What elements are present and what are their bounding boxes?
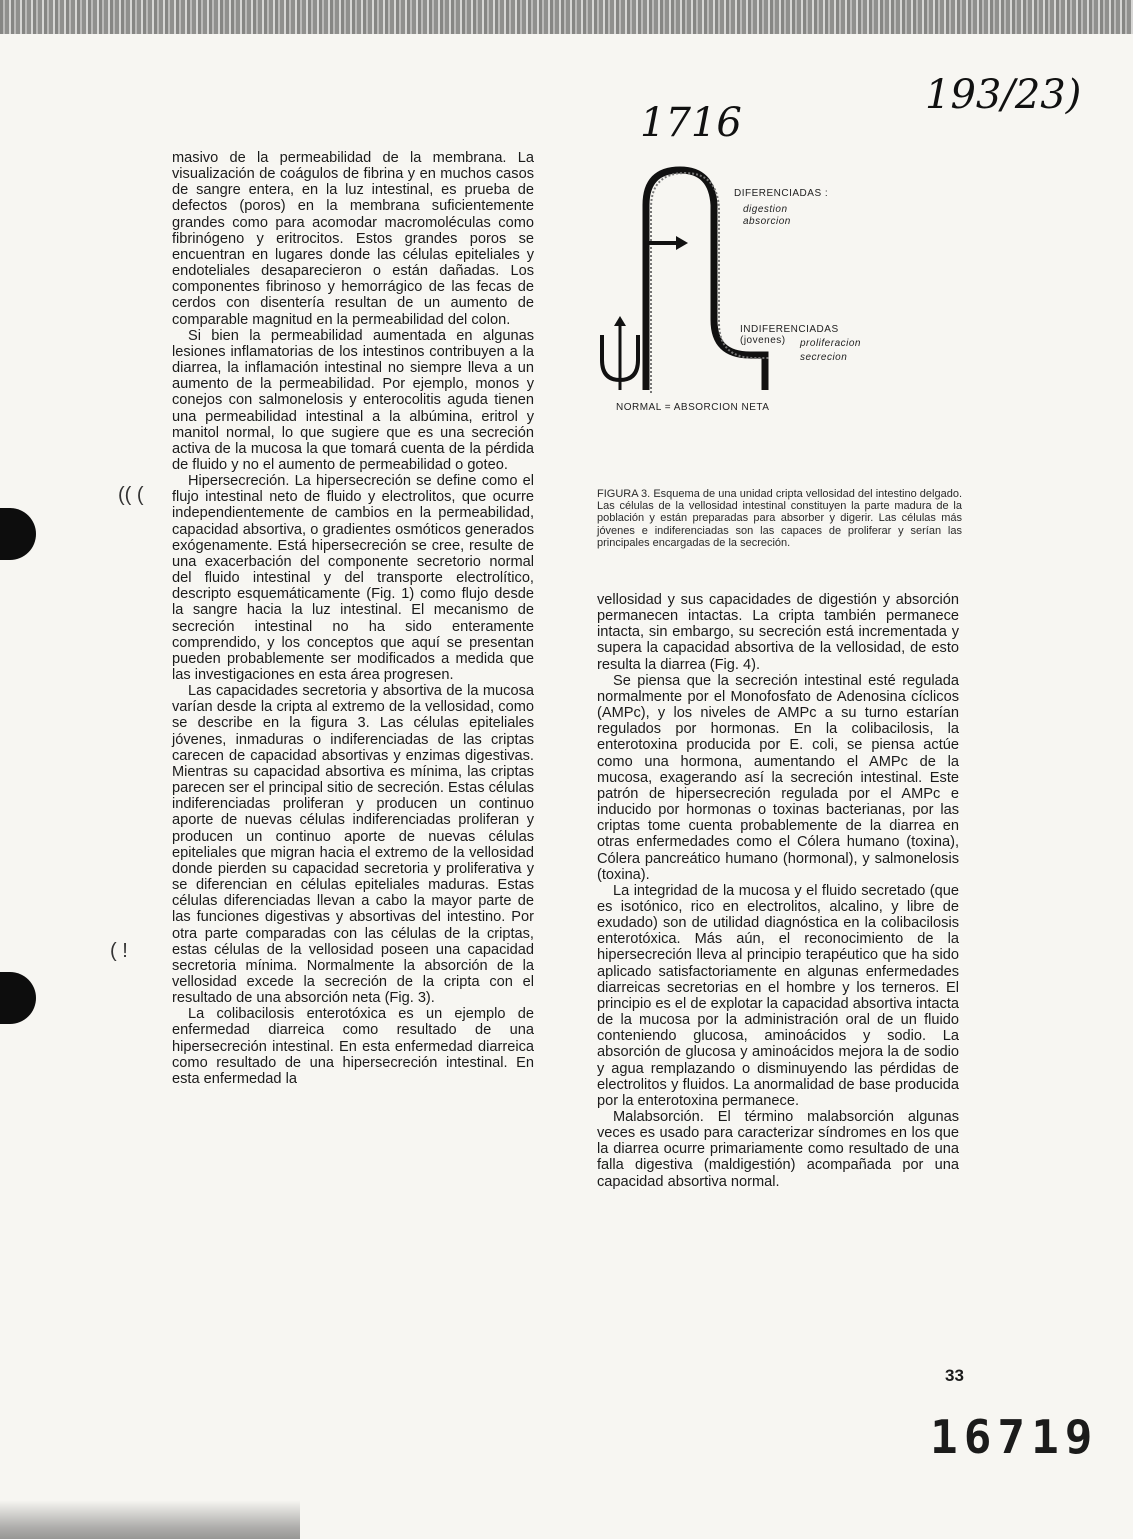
figure-label-undifferentiated: INDIFERENCIADAS (jovenes) — [740, 324, 839, 346]
paragraph: Si bien la permeabilidad aumentada en algunas lesiones inflamatorias de los intestinos contribuyen a la diarrea, la inflamación intestinal no siempre lleva a un aumento de la permeabilidad. Por ejemplo, monos y conejos con salmonelosis y enterocolitis aguda tienen una permeabilidad intestinal a la albúmina, eritrol y manitol normal, lo que sugiere que es una secreción activa de la mucosa la que tomará cuenta de la pérdida de fluido y no el aumento de permeabilidad o goteo. — [172, 327, 534, 473]
margin-bracket-mark: (( ( — [118, 484, 144, 506]
figure-label-absorption: absorcion — [743, 216, 791, 227]
punch-hole — [0, 972, 36, 1024]
page-number: 33 — [945, 1366, 964, 1385]
left-column — [172, 150, 534, 1087]
handwritten-number: 1716 — [640, 100, 742, 146]
scan-edge-artifact — [0, 0, 1133, 34]
figure-crypt-villus-diagram — [590, 160, 861, 420]
figure-label-secretion: secrecion — [800, 352, 848, 363]
paragraph: masivo de la permeabilidad de la membrana. La visualización de coágulos de fibrina y en muchos casos de sangre entera, en la luz intestinal, es prueba de defectos (poros) en la membrana suficientemente grandes como para acomodar macromoléculas como fibrinógeno y eritrocitos. Estos grandes poros se encuentran en lugares donde las células epiteliales y endoteliales desaparecieron o están dañadas. Los componentes fibrinoso y hemorrágico de las fecas de cerdos con disentería resultan de un aumento de comparable magnitud en la permeabilidad del colon. — [172, 150, 534, 328]
paragraph: La colibacilosis enterotóxica es un ejemplo de enfermedad diarreica como resultado de una hipersecreción intestinal. En esta enfermedad diarreica como resultado de una hipersecreción intestinal. En esta enfermedad la — [172, 1006, 534, 1087]
paragraph: Malabsorción. El término malabsorción algunas veces es usado para caracterizar síndromes en los que la diarrea ocurre primariamente como resultado de una falla digestiva (maldigestión) acompañada por una capacidad absortiva normal. — [597, 1109, 959, 1190]
scan-smudge — [0, 1500, 300, 1539]
figure-label-proliferation: proliferacion — [800, 338, 861, 349]
crypt-villus-drawing — [590, 160, 850, 420]
paragraph: La integridad de la mucosa y el fluido secretado (que es isotónico, rico en electrolitos, alcalino, y libre de exudado) son de utilidad diagnóstica en la colibacilosis enterotóxica. Más aún, el reconocimiento de la hipersecreción lleva al principio terapéutico que ha sido aplicado satisfactoriamente en algunas enfermedades diarreicas secretorias en el hombre y los terneros. El principio es el de explotar la capacidad absortiva intacta de la mucosa por la administración oral de un fluido conteniendo glucosa, aminoácidos y sodio. La absorción de glucosa y aminoácidos mejora la de sodio y agua remplazando o disminuyendo las pérdidas de electrolitos y fluidos. La anormalidad de base producida por la enterotoxina permanece. — [597, 882, 959, 1109]
right-column — [597, 592, 959, 1190]
paragraph: Hipersecreción. La hipersecreción se define como el flujo intestinal neto de fluido y electrolitos, que ocurre independientemente de cambios en la permeabilidad, capacidad absortiva, o gradientes osmóticos generados exógenamente. Está hipersecreción se cree, resulte de una exacerbación del componente secretorio normal del fluido intestinal y del transporte electrolítico, descripto esquemáticamente (Fig. 1) como flujo desde la sangre hacia la luz intestinal. El mecanismo de secreción intestinal no ha sido enteramente comprendido, y los conceptos que aquí se presentan pueden probablemente ser modificados a medida que las investigaciones en esta área progresen. — [172, 473, 534, 683]
stamp-number: 16719 — [930, 1410, 1099, 1464]
figure-caption: FIGURA 3. Esquema de una unidad cripta vellosidad del intestino delgado. Las células de la vellosidad intestinal constituyen la parte madura de la población y están preparadas para absorber y digerir. Las células más jóvenes e indiferenciadas son las capaces de proliferar y serían las principales encargadas de la secreción. — [597, 488, 962, 549]
margin-bracket-mark: ( ! — [110, 940, 128, 962]
figure-label-normal: NORMAL = ABSORCION NETA — [616, 402, 770, 413]
punch-hole — [0, 508, 36, 560]
paragraph: vellosidad y sus capacidades de digestión y absorción permanecen intactas. La cripta también permanece intacta, sin embargo, su secreción está incrementada y supera la capacidad absortiva de la vellosidad, de esto resulta la diarrea (Fig. 4). — [597, 592, 959, 673]
handwritten-reference: 193/23) — [925, 72, 1082, 118]
figure-label-differentiated: DIFERENCIADAS : — [734, 188, 829, 199]
paragraph: Las capacidades secretoria y absortiva de la mucosa varían desde la cripta al extremo de la vellosidad, como se describe en la figura 3. Las células epiteliales jóvenes, inmaduras o indiferenciadas de las criptas carecen de capacidad absortivas y enzimas digestivas. Mientras su capacidad absortiva es mínima, las criptas parecen ser el principal sitio de secreción. Estas células indiferenciadas proliferan y producen un continuo aporte de nuevas células indiferenciadas proliferan y producen un continuo aporte de nuevas células epiteliales que migran hacia el extremo de la vellosidad donde pierden su capacidad secretoria y proliferativa y se diferencian en células epiteliales maduras. Estas células diferenciadas llevan a cabo la mayor parte de las funciones digestivas y absortivas del intestino. Por otra parte comparadas con las células de la criptas, estas células de la vellosidad poseen una capacidad secretoria mínima. Normalmente la absorción de la vellosidad excede la secreción de la cripta con el resultado de una absorción neta (Fig. 3). — [172, 683, 534, 1007]
figure-label-digestion: digestion — [743, 204, 788, 215]
paragraph: Se piensa que la secreción intestinal esté regulada normalmente por el Monofosfato de Adenosina cíclicos (AMPc), y los niveles de AMPc a su turno estarían regulados por hormonas. En la colibacilosis, la enterotoxina producida por E. coli, se piensa actúe como una hormona, aumentando el AMPc de la mucosa, exagerando así la secreción intestinal. Este patrón de hipersecreción regulada por el AMPc e inducido por hormonas o toxinas bacterianas, por las criptas tome cuenta probablemente de la diarrea en otras enfermedades como el Cólera humano (toxina), Cólera pancreático humano (hormonal), y salmonelosis (toxina). — [597, 672, 959, 883]
